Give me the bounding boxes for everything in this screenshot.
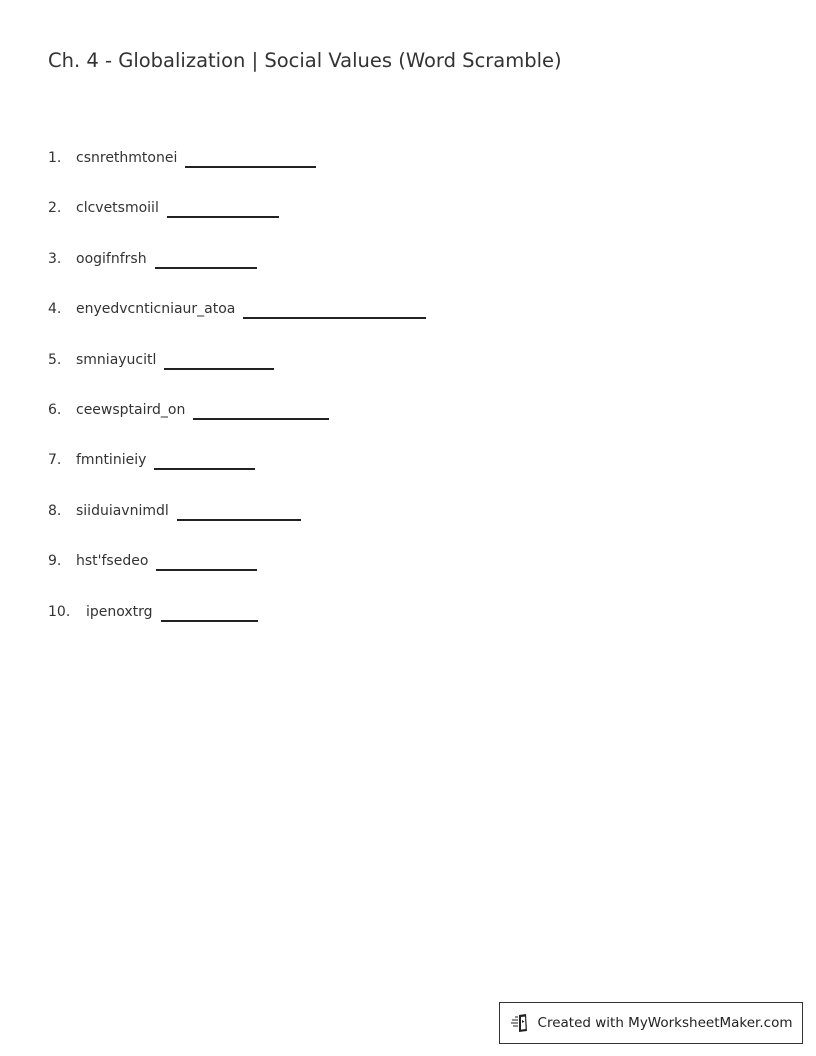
list-item [48,600,426,650]
answer-blank[interactable] [185,146,316,168]
scrambled-word: enyedvcnticniaur_atoa [76,301,236,318]
list-item [48,398,426,448]
list-item [48,549,426,599]
item-number: 3. [48,250,62,267]
item-number: 8. [48,502,62,519]
answer-blank[interactable] [155,247,257,269]
footer-text: Created with MyWorksheetMaker.com [537,1015,793,1031]
list-item [48,247,426,297]
page-title: Ch. 4 - Globalization | Social Values (Word Scramble) [48,49,562,72]
scrambled-word: hst'fsedeo [76,553,149,570]
list-item [48,146,426,196]
list-item [48,297,426,347]
scrambled-word: ceewsptaird_on [76,401,186,418]
list-item [48,348,426,398]
list-item [48,448,426,498]
item-number: 5. [48,351,62,368]
answer-blank[interactable] [164,348,274,370]
scrambled-word: ipenoxtrg [86,603,153,620]
created-with-badge[interactable] [499,1002,803,1044]
answer-blank[interactable] [156,549,257,571]
answer-blank[interactable] [154,448,255,470]
list-item [48,499,426,549]
answer-blank[interactable] [243,297,426,319]
word-scramble-list [48,146,426,650]
scrambled-word: oogifnfrsh [76,250,147,267]
scrambled-word: siiduiavnimdl [76,502,169,519]
scrambled-word: csnrethmtonei [76,150,178,166]
item-number: 9. [48,553,62,570]
item-number: 10. [48,603,71,620]
worksheet-maker-logo-icon [510,1012,532,1034]
answer-blank[interactable] [167,196,279,218]
scrambled-word: smniayucitl [76,351,157,368]
item-number: 7. [48,452,62,469]
scrambled-word: clcvetsmoiil [76,200,159,217]
item-number: 2. [48,200,62,217]
scrambled-word: fmntinieiy [76,452,147,469]
item-number: 6. [48,401,62,418]
answer-blank[interactable] [193,398,329,420]
item-number: 1. [48,150,62,166]
list-item [48,196,426,246]
item-number: 4. [48,301,62,318]
answer-blank[interactable] [177,499,301,521]
answer-blank[interactable] [161,600,258,622]
